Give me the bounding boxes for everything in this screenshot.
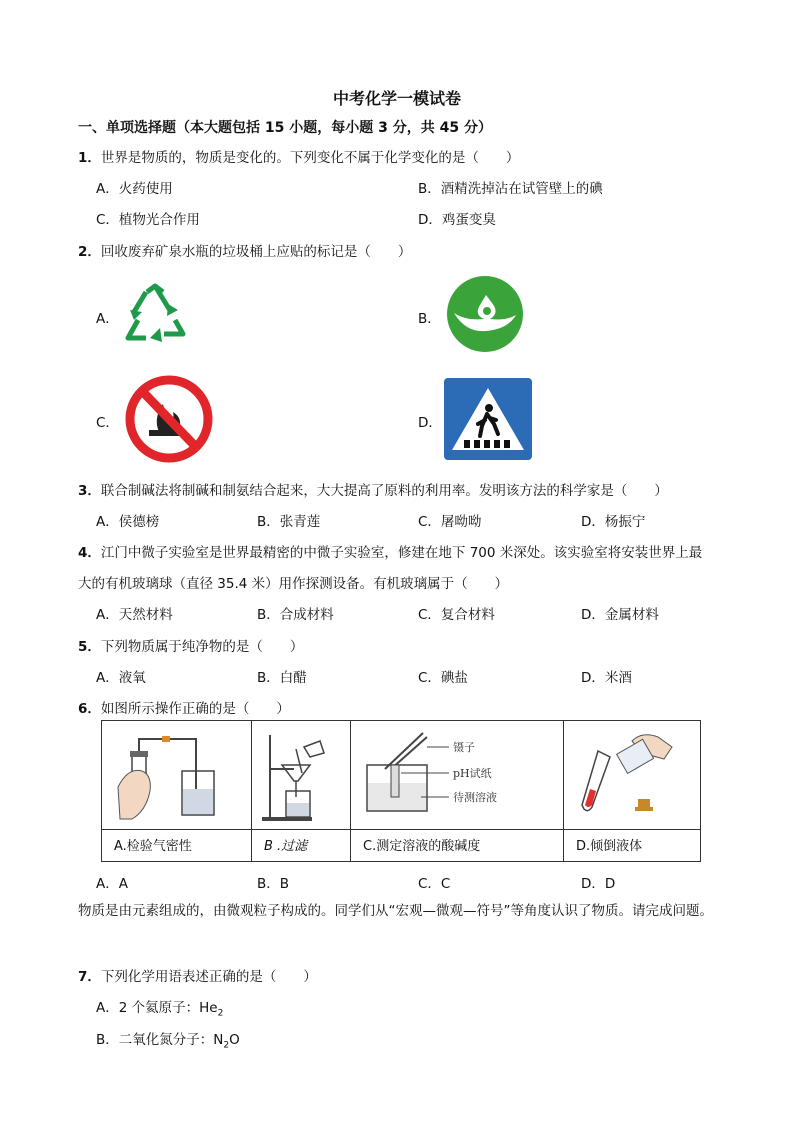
option-b-text: B．二氧化氮分子：N [96, 1032, 224, 1048]
label-tweezers: 镊子 [453, 741, 475, 754]
option-c: C．C [418, 876, 451, 892]
question-number: 4． [78, 545, 101, 561]
option-c: C．碘盐 [418, 670, 468, 686]
question-6 [78, 697, 290, 717]
option-b: B．合成材料 [257, 607, 334, 623]
question-number: 6． [78, 701, 101, 717]
option-d: D．鸡蛋变臭 [418, 212, 496, 228]
question-text: 下列物质属于纯净物的是（ ） [100, 639, 304, 655]
question-text: 如图所示操作正确的是（ ） [100, 701, 290, 717]
pedestrian-crossing-icon [444, 378, 532, 460]
option-d: D．D [581, 876, 616, 892]
option-b [96, 1028, 240, 1051]
label-ph-paper: pH试纸 [453, 767, 492, 780]
section-heading: 一、单项选择题（本大题包括 15 小题，每小题 3 分，共 45 分） [78, 120, 492, 136]
option-b: B．B [257, 876, 290, 892]
option-a-text: A．2 个氦原子：He [96, 1000, 218, 1016]
option-b: B．张青莲 [257, 514, 321, 530]
question-text: 江门中微子实验室是世界最精密的中微子实验室，修建在地下 700 米深处。该实验室将安装世界上最 [100, 545, 703, 561]
option-b-suffix: O [229, 1032, 240, 1048]
option-c: C．屠呦呦 [418, 514, 482, 530]
option-a [96, 996, 223, 1019]
question-number: 3． [78, 483, 101, 499]
option-c: C． [96, 415, 119, 431]
option-a: A． [96, 311, 119, 327]
option-a: A．A [96, 876, 128, 892]
caption-a: A.检验气密性 [102, 829, 252, 863]
filtration-illustration [260, 727, 345, 825]
experiment-table [101, 720, 701, 862]
option-a: A．液氧 [96, 670, 146, 686]
option-d: D．金属材料 [581, 607, 659, 623]
question-1 [78, 146, 519, 166]
cell-a [102, 721, 252, 861]
question-text: 下列化学用语表述正确的是（ ） [100, 969, 317, 985]
option-a: A．火药使用 [96, 181, 173, 197]
ph-test-illustration [361, 729, 556, 825]
caption-c: C.测定溶液的酸碱度 [351, 829, 564, 863]
cell-d [564, 721, 700, 861]
option-b: B． [418, 311, 441, 327]
question-4-line2: 大的有机玻璃球（直径 35.4 米）用作探测设备。有机玻璃属于（ ） [78, 576, 509, 592]
question-3 [78, 479, 668, 499]
option-d: D．杨振宁 [581, 514, 646, 530]
option-b: B．白醋 [257, 670, 307, 686]
question-text: 世界是物质的，物质是变化的。下列变化不属于化学变化的是（ ） [100, 150, 520, 166]
question-number: 2． [78, 244, 101, 260]
option-d: D． [418, 415, 442, 431]
page-title: 中考化学一模试卷 [332, 89, 461, 108]
subscript: 2 [217, 1008, 224, 1019]
question-5 [78, 635, 303, 655]
question-number: 5． [78, 639, 101, 655]
subscript: 2 [223, 1040, 230, 1051]
recycle-icon [120, 282, 190, 346]
question-7 [78, 965, 317, 985]
question-number: 7． [78, 969, 101, 985]
option-d: D．米酒 [581, 670, 632, 686]
option-a: A．侯德榜 [96, 514, 160, 530]
option-a: A．天然材料 [96, 607, 173, 623]
intro-paragraph: 物质是由元素组成的，由微观粒子构成的。同学们从“宏观—微观—符号”等角度认识了物质。请完成问题。 [78, 903, 713, 919]
option-c: C．植物光合作用 [96, 212, 200, 228]
option-c: C．复合材料 [418, 607, 495, 623]
question-2 [78, 240, 411, 260]
option-b: B．酒精洗掉沾在试管壁上的碘 [418, 181, 603, 197]
cell-c [351, 721, 564, 861]
question-4 [78, 541, 702, 561]
cell-b [252, 721, 351, 861]
caption-d: D.倾倒液体 [564, 829, 700, 863]
airtightness-test-illustration [110, 727, 245, 825]
question-number: 1． [78, 150, 101, 166]
pouring-liquid-illustration [572, 727, 692, 825]
label-solution: 待测溶液 [453, 791, 497, 804]
no-fire-icon [123, 374, 215, 464]
question-text: 联合制碱法将制碱和制氨结合起来，大大提高了原料的利用率。发明该方法的科学家是（ ） [100, 483, 668, 499]
water-saving-icon [446, 275, 524, 353]
question-text: 回收废弃矿泉水瓶的垃圾桶上应贴的标记是（ ） [100, 244, 412, 260]
caption-b: B .过滤 [252, 829, 351, 863]
